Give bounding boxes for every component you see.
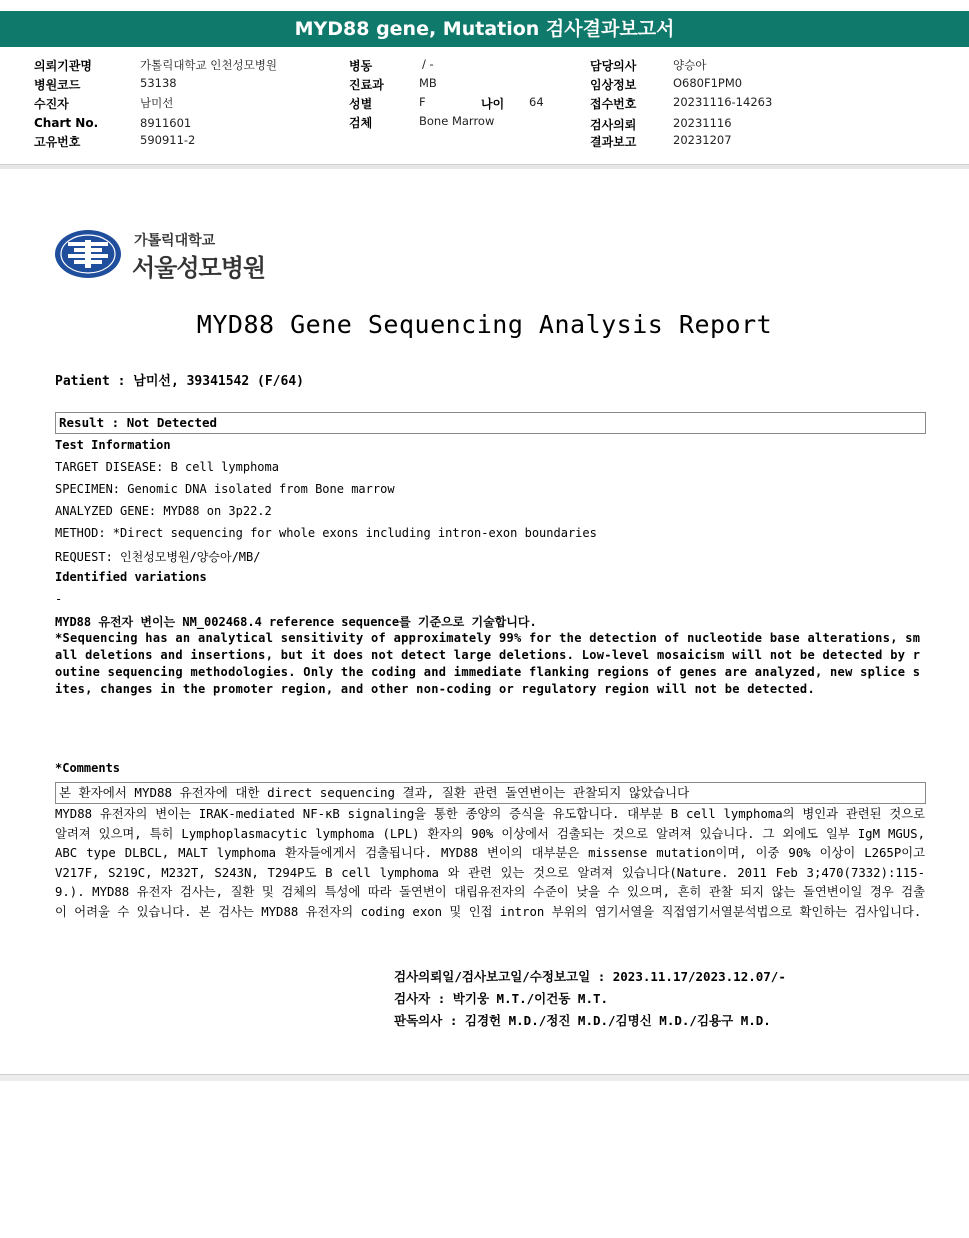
- label-test-request: 검사의뢰: [590, 118, 637, 132]
- value-sex: F: [419, 95, 426, 109]
- identified-variations-value: -: [55, 592, 63, 606]
- label-hospital-code: 병원코드: [34, 78, 81, 92]
- comment-summary-box: 본 환자에서 MYD88 유전자에 대한 direct sequencing 결과, 질환 관련 돌연변이는 관찰되지 않았습니다: [55, 782, 926, 804]
- label-age: 나이: [481, 97, 505, 111]
- test-information-heading: Test Information: [55, 438, 171, 452]
- label-receipt-no: 접수번호: [590, 97, 637, 111]
- patient-line: Patient : 남미선, 39341542 (F/64): [55, 374, 304, 389]
- label-sex: 성별: [349, 97, 373, 111]
- sensitivity-note: *Sequencing has an analytical sensitivity of approximately 99% for the detection of nucleotide base alterations, small deletions and insertions, but it does not detect large deletions. Low-level mosaicism will not be detected by routine sequencing methodologies. Only the coding and immediate flanking regions of genes are analyzed, new splice sites, changes in the promoter region, and other non-coding or regulatory region will not be detected.: [55, 631, 921, 696]
- value-attending-doctor: 양승아: [673, 58, 707, 72]
- value-department: MB: [419, 76, 437, 90]
- value-clinical-info: O680F1PM0: [673, 76, 743, 90]
- value-age: 64: [529, 95, 544, 109]
- label-department: 진료과: [349, 78, 384, 92]
- label-unique-no: 고유번호: [34, 135, 81, 149]
- request: REQUEST: 인천성모병원/양승아/MB/: [55, 550, 261, 564]
- result-box: Result : Not Detected: [55, 412, 926, 434]
- value-test-request: 20231116: [673, 116, 732, 130]
- footer-divider: [0, 1074, 969, 1081]
- value-hospital-code: 53138: [140, 76, 177, 90]
- logo-hospital-name: 서울성모병원: [132, 254, 266, 282]
- label-attending-doctor: 담당의사: [590, 59, 637, 73]
- value-unique-no: 590911-2: [140, 133, 196, 147]
- comments-heading: *Comments: [55, 761, 121, 775]
- comment-paragraph: MYD88 유전자의 변이는 IRAK-mediated NF-κB signaling을 통한 종양의 증식을 유도합니다. 대부분 B cell lymphoma의 병인과 관련된 것으로 알려져 있으며, 특히 Lymphoplasmacytic lymphoma (LPL) 환자의 90% 이상에서 검출되는 것으로 알려져 있습니다. 그 외에도 일부 IgM MGUS, ABC type DLBCL, MALT lymphoma 환자들에게서 검출됩니다. MYD88 변이의 대부분은 missense mutation이며, 이중 90% 이상이 L265P이고 V217F, S219C, M232T, S243N, T294P도 B cell lymphoma 와 관련 있는 것으로 알려져 있습니다(Nature. 2011 Feb 3;470(7332):115-9.). MYD88 유전자 검사는, 질환 및 검체의 특성에 따라 돌연변이 대립유전자의 수준이 낮을 수 있으며, 흔히 관찰 되지 않는 돌연변이일 경우 검출이 어려울 수 있습니다. 본 검사는 MYD88 유전자의 coding exon 및 인접 intron 부위의 염기서열을 직접염기서열분석법으로 확인하는 검사입니다.: [55, 807, 925, 919]
- specimen: SPECIMEN: Genomic DNA isolated from Bone marrow: [55, 482, 395, 496]
- header-divider: [0, 164, 969, 169]
- examiner-line: 검사자 : 박기웅 M.T./이건동 M.T.: [394, 991, 609, 1006]
- label-result-report: 결과보고: [590, 135, 637, 149]
- logo-university-name: 가톨릭대학교: [134, 233, 216, 249]
- value-chart-no: 8911601: [140, 116, 192, 130]
- report-window-title: MYD88 gene, Mutation 검사결과보고서: [0, 11, 969, 47]
- method: METHOD: *Direct sequencing for whole exons including intron-exon boundaries: [55, 526, 597, 540]
- label-requesting-institution: 의뢰기관명: [34, 59, 92, 73]
- report-dates: 검사의뢰일/검사보고일/수정보고일 : 2023.11.17/2023.12.07/-: [394, 969, 786, 984]
- label-clinical-info: 임상정보: [590, 78, 637, 92]
- reading-physician-line: 판독의사 : 김경헌 M.D./정진 M.D./김명신 M.D./김용구 M.D.: [394, 1013, 771, 1028]
- value-result-report: 20231207: [673, 133, 732, 147]
- analyzed-gene: ANALYZED GENE: MYD88 on 3p22.2: [55, 504, 272, 518]
- value-receipt-no: 20231116-14263: [673, 95, 773, 109]
- value-ward: / -: [422, 57, 434, 71]
- label-ward: 병동: [349, 59, 373, 73]
- value-specimen: Bone Marrow: [419, 114, 495, 128]
- reference-sequence-note: MYD88 유전자 변이는 NM_002468.4 reference sequence를 기준으로 기술합니다.: [55, 615, 537, 629]
- identified-variations-heading: Identified variations: [55, 570, 207, 584]
- target-disease: TARGET DISEASE: B cell lymphoma: [55, 460, 279, 474]
- label-specimen: 검체: [349, 116, 373, 130]
- label-chart-no: Chart No.: [34, 116, 99, 130]
- value-requesting-institution: 가톨릭대학교 인천성모병원: [140, 58, 277, 72]
- value-patient-name: 남미선: [140, 96, 174, 110]
- label-patient-name: 수진자: [34, 97, 69, 111]
- report-title: MYD88 Gene Sequencing Analysis Report: [196, 310, 773, 339]
